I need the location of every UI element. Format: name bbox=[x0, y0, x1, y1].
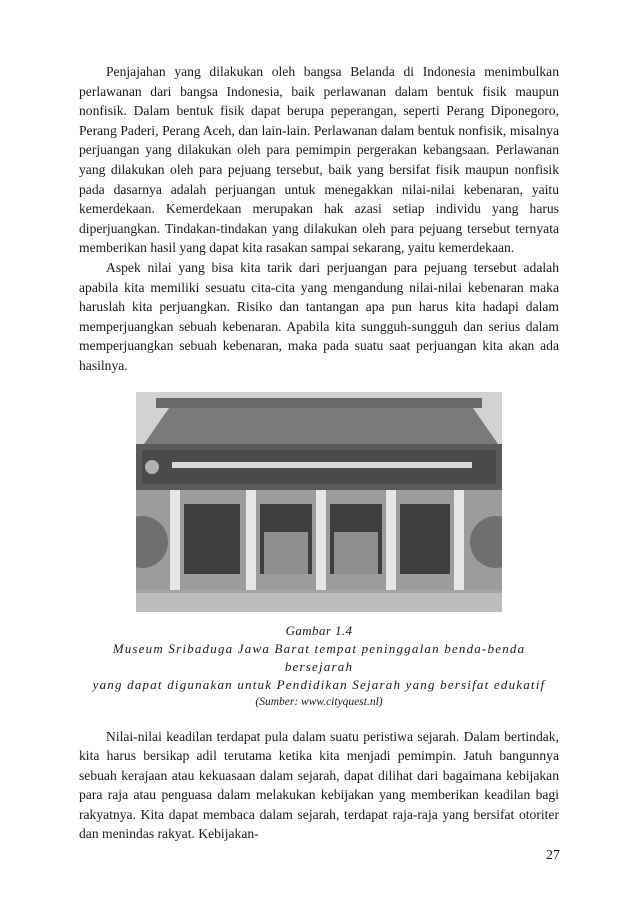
paragraph-justice-values: Nilai-nilai keadilan terdapat pula dalam suatu peristiwa sejarah. Dalam bertindak, kita harus bersikap adil terutama ketika kita menjadi pemimpin. Jatuh bangunnya sebuah kerajaan atau kekuasaan dalam sejarah, dapat dilihat dari bagaimana kebijakan para raja atau penguasa dalam melakukan kebijakan yang memberikan keadilan bagi rakyatnya. Kita dapat membaca dalam sejarah, terdapat raja-raja yang bersifat otoriter dan menindas rakyat. Kebijakan- bbox=[79, 728, 559, 842]
page-body bbox=[79, 62, 559, 844]
figure-title: Gambar 1.4 bbox=[285, 622, 353, 638]
figure bbox=[79, 392, 559, 711]
figure-caption-line-2: yang dapat digunakan untuk Pendidikan Sejarah yang bersifat edukatif bbox=[92, 676, 546, 692]
figure-caption-line-1: Museum Sribaduga Jawa Barat tempat peninggalan benda-benda bersejarah bbox=[112, 640, 526, 674]
page-number: 27 bbox=[546, 848, 560, 863]
paragraph-colonial-resistance: Penjajahan yang dilakukan oleh bangsa Belanda di Indonesia menimbulkan perlawanan dari bangsa Indonesia, baik perlawanan dalam bentuk fisik maupun nonfisik. Dalam bentuk fisik dapat berupa peperangan, seperti Perang Diponegoro, Perang Paderi, Perang Aceh, dan lain-lain. Perlawanan dalam bentuk nonfisik, misalnya perjuangan yang dilakukan oleh para pemimpin pergerakan kebangsaan. Perlawanan yang dilakukan oleh para pejuang tersebut, baik yang bersifat fisik maupun nonfisik pada dasarnya adalah perjuangan untuk menegakkan nilai-nilai kebenaran, yaitu kemerdekaan. Kemerdekaan merupakan hak azasi setiap individu yang harus diperjuangkan. Tindakan-tindakan yang dilakukan oleh para pejuang tersebut ternyata memberikan hasil yang dapat kita rasakan sampai sekarang, yaitu kemerdekaan. bbox=[79, 64, 559, 256]
museum-photo bbox=[136, 392, 502, 612]
figure-source: (Sumber: www.cityquest.nl) bbox=[255, 695, 383, 708]
figure-caption bbox=[79, 622, 559, 711]
paragraph-value-aspect: Aspek nilai yang bisa kita tarik dari perjuangan para pejuang tersebut adalah apabila kita memiliki sesuatu cita-cita yang mengandung nilai-nilai kebenaran maka haruslah kita perjuangkan. Risiko dan tantangan apa pun harus kita hadapi dalam memperjuangkan sebuah kebenaran. Apabila kita sungguh-sungguh dan serius dalam memperjuangkan sebuah kebenaran, maka pada suatu saat perjuangan kita akan ada hasilnya. bbox=[79, 259, 559, 373]
